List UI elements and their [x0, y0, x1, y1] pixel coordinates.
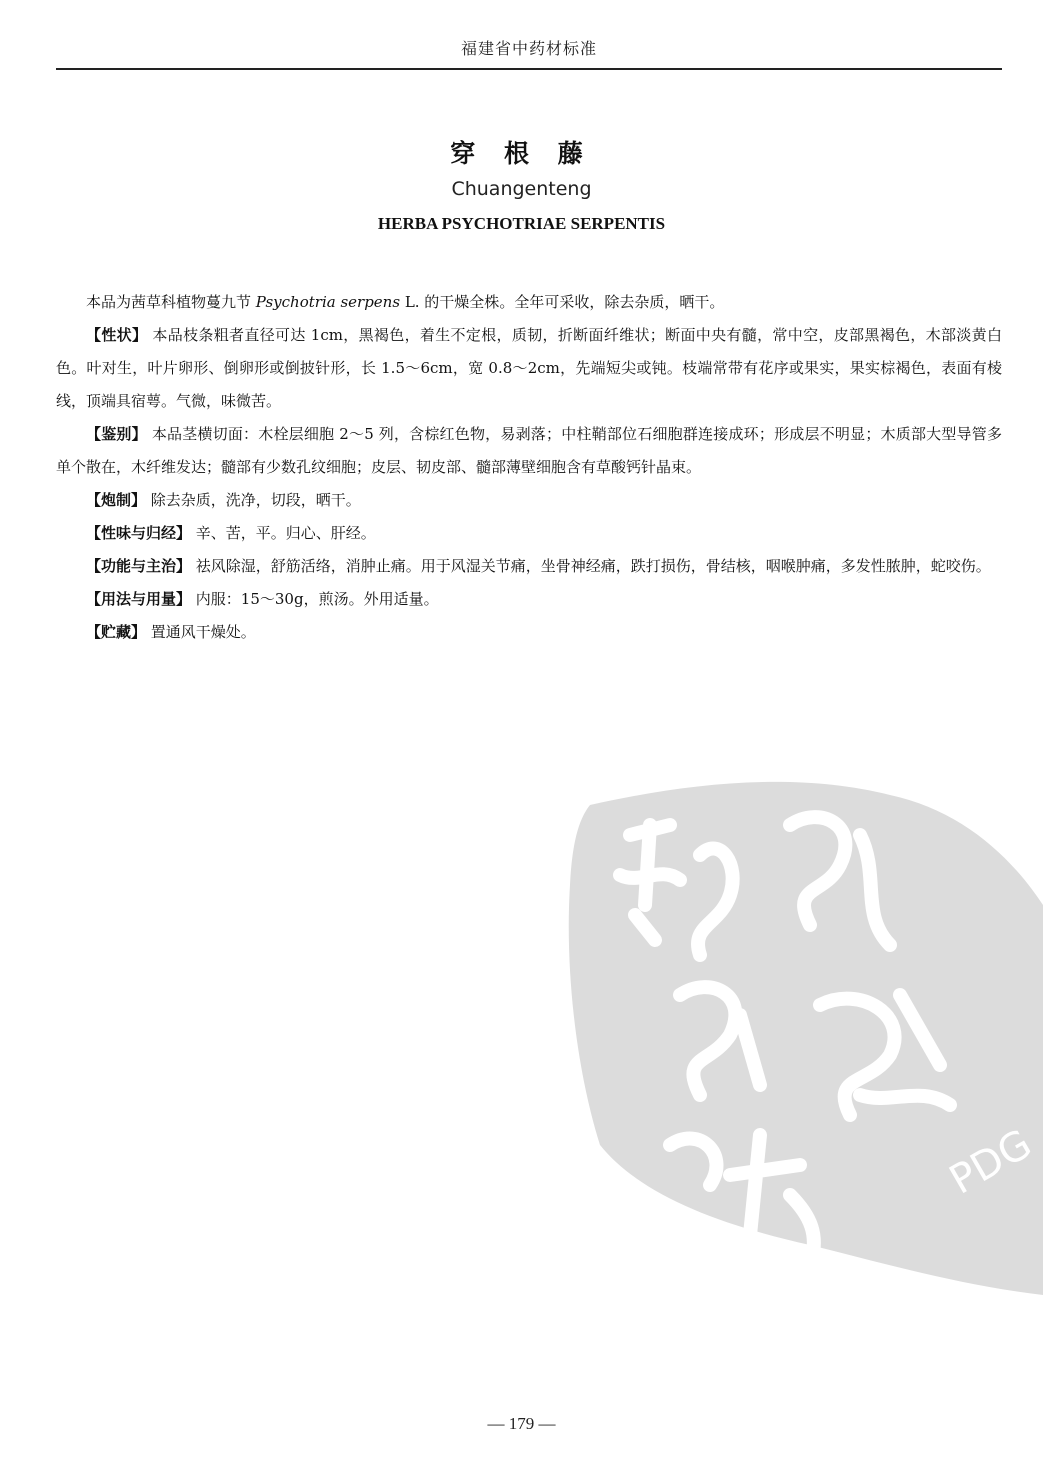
section-text: 本品枝条粗者直径可达 1cm，黑褐色，着生不定根，质韧，折断面纤维状；断面中央有髓，常中空，皮部黑褐色，木部淡黄白色。叶对生，叶片卵形、倒卵形或倒披针形，长 1.5～6cm，宽 0.8～2cm，先端短尖或钝。枝端常带有花序或果实，果实棕褐色，表面有棱线，顶端具宿萼。气微，味微苦。 [56, 326, 1002, 410]
section-functions-indications [56, 550, 1002, 583]
watermark-seal-graphic [560, 765, 1043, 1295]
species-name: Psychotria serpens [255, 293, 401, 311]
section-usage-dosage [56, 583, 1002, 616]
section-label: 【功能与主治】 [86, 557, 192, 575]
section-characters [56, 319, 1002, 418]
section-text: 辛、苦，平。归心、肝经。 [195, 524, 376, 542]
intro-before: 本品为茜草科植物蔓九节 [86, 293, 252, 311]
header-rule [56, 68, 1002, 70]
section-properties-meridians [56, 517, 1002, 550]
running-header: 福建省中药材标准 [460, 39, 597, 58]
section-storage [56, 616, 1002, 649]
entry-pinyin: Chuangenteng [451, 178, 592, 200]
section-label: 【贮藏】 [86, 623, 147, 641]
entry-latin-name: HERBA PSYCHOTRIAE SERPENTIS [377, 214, 666, 233]
section-label: 【性味与归经】 [86, 524, 192, 542]
intro-after: L. 的干燥全株。全年可采收，除去杂质，晒干。 [400, 293, 725, 311]
section-text: 祛风除湿，舒筋活络，消肿止痛。用于风湿关节痛，坐骨神经痛，跌打损伤，骨结核，咽喉肿痛，多发性脓肿，蛇咬伤。 [195, 557, 991, 575]
watermark-text: PDG [942, 1120, 1040, 1204]
page-number: — 179 — [487, 1414, 556, 1433]
entry-title: 穿 根 藤 [450, 139, 593, 168]
section-text: 本品茎横切面：木栓层细胞 2～5 列，含棕红色物，易剥落；中柱鞘部位石细胞群连接成环；形成层不明显；木质部大型导管多单个散在，木纤维发达；髓部有少数孔纹细胞；皮层、韧皮部、髓部薄壁细胞含有草酸钙针晶束。 [56, 425, 1002, 476]
section-text: 置通风干燥处。 [150, 623, 256, 641]
section-label: 【性状】 [86, 326, 148, 344]
monograph-body [56, 286, 1002, 649]
section-identification [56, 418, 1002, 484]
section-text: 内服：15～30g，煎汤。外用适量。 [195, 590, 439, 608]
section-label: 【用法与用量】 [86, 590, 192, 608]
watermark-seal [560, 765, 1043, 1295]
section-label: 【炮制】 [86, 491, 147, 509]
intro-paragraph [56, 286, 1002, 319]
section-text: 除去杂质，洗净，切段，晒干。 [150, 491, 361, 509]
section-label: 【鉴别】 [86, 425, 147, 443]
section-processing [56, 484, 1002, 517]
